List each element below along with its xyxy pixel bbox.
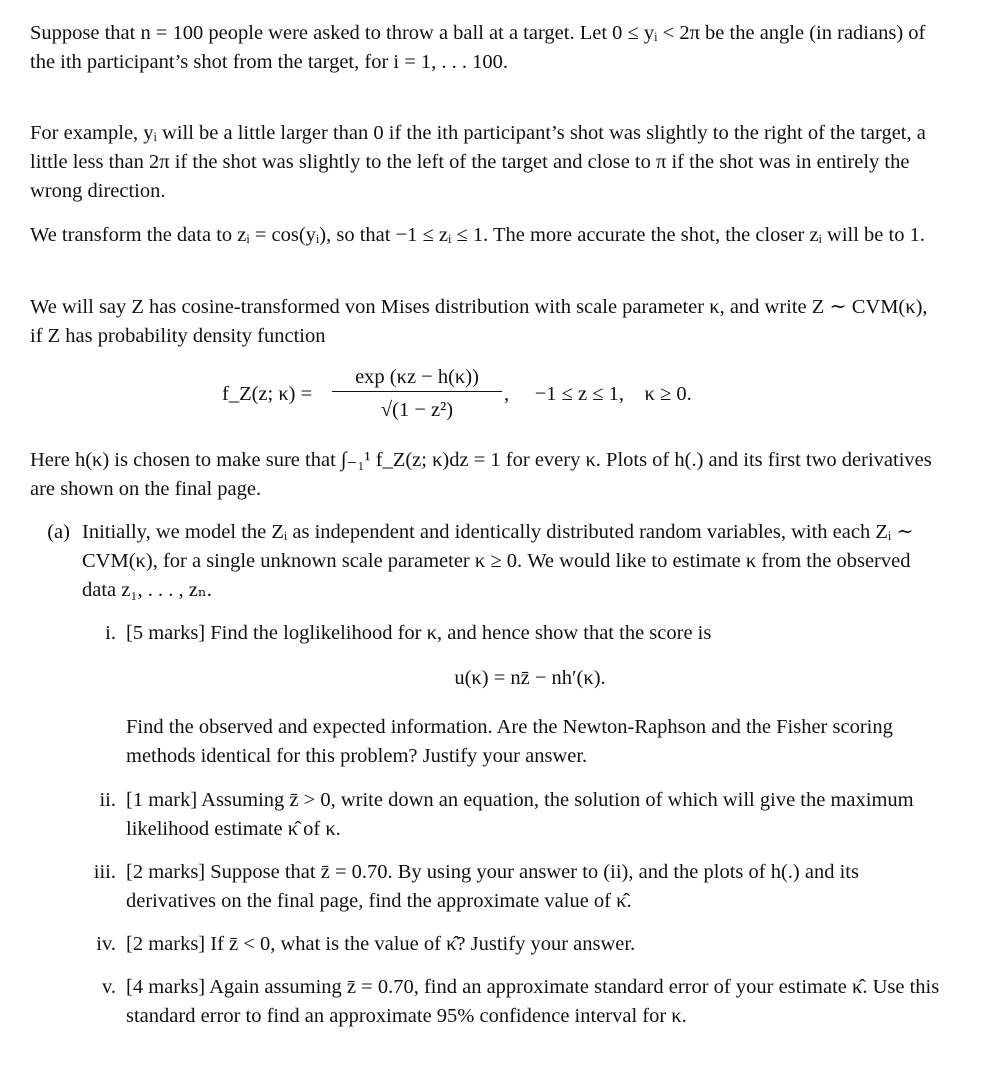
intro-paragraph-3: We transform the data to zᵢ = cos(yᵢ), so that −1 ≤ zᵢ ≤ 1. The more accurate the shot, the closer zᵢ will be to 1. bbox=[30, 224, 925, 246]
question-v-label: v. bbox=[101, 976, 116, 998]
question-ii-label: ii. bbox=[99, 789, 116, 811]
intro-paragraph-1: Suppose that n = 100 people were asked to throw a ball at a target. Let 0 ≤ yᵢ < 2π be the angle (in radians) of the ith participant’s shot from the target, for i = 1, . . . 100. bbox=[30, 22, 926, 73]
intro-paragraph-2: For example, yᵢ will be a little larger than 0 if the ith participant’s shot was slightly to the right of the target, a little less than 2π if the shot was slightly to the left of the target and close to π if the shot was in entirely the wrong direction. bbox=[30, 122, 926, 202]
question-ii-text: [1 mark] Assuming z̄ > 0, write down an equation, the solution of which will give the maximum likelihood estimate κ̂ of κ. bbox=[126, 789, 914, 840]
question-iii-label: iii. bbox=[93, 861, 116, 883]
question-iii-text: [2 marks] Suppose that z̄ = 0.70. By using your answer to (ii), and the plots of h(.) and its derivatives on the final page, find the approximate value of κ̂. bbox=[126, 861, 859, 912]
density-denominator: √(1 − z²) bbox=[380, 399, 454, 421]
density-numerator: exp (κz − h(κ)) bbox=[332, 366, 502, 392]
part-a-label: (a) bbox=[47, 521, 70, 543]
density-conditions: , −1 ≤ z ≤ 1, κ ≥ 0. bbox=[504, 383, 692, 405]
normalisation-note: Here h(κ) is chosen to make sure that ∫₋₁¹ f_Z(z; κ)dz = 1 for every κ. Plots of h(.) and its first two derivatives are shown on the final page. bbox=[30, 449, 932, 500]
question-i-label: i. bbox=[105, 622, 116, 644]
intro-paragraph-4: We will say Z has cosine-transformed von Mises distribution with scale parameter κ, and write Z ∼ CVM(κ), if Z has probability density function bbox=[30, 296, 928, 347]
question-iv-text: [2 marks] If z̄ < 0, what is the value of κ̂? Justify your answer. bbox=[126, 933, 636, 955]
score-equation: u(κ) = nz̄ − nh′(κ). bbox=[454, 667, 606, 689]
question-v bbox=[0, 973, 990, 1063]
question-iv bbox=[0, 930, 990, 960]
question-iv-label: iv. bbox=[96, 933, 116, 955]
question-v-text: [4 marks] Again assuming z̄ = 0.70, find an approximate standard error of your estimate κ̂. Use this standard error to find an approximate 95% confidence interval for κ. bbox=[126, 976, 940, 1027]
part-a bbox=[0, 518, 990, 608]
question-i-text: [5 marks] Find the loglikelihood for κ, and hence show that the score is bbox=[126, 622, 712, 644]
question-ii bbox=[0, 786, 990, 846]
question-iii bbox=[0, 858, 990, 918]
question-i-followup: Find the observed and expected information. Are the Newton-Raphson and the Fisher scoring methods identical for this problem? Justify your answer. bbox=[126, 716, 893, 767]
density-lhs: f_Z(z; κ) = bbox=[222, 383, 313, 405]
question-i bbox=[0, 619, 990, 649]
part-a-text: Initially, we model the Zᵢ as independent and identically distributed random variables, with each Zᵢ ∼ CVM(κ), for a single unknown scale parameter κ ≥ 0. We would like to estimate κ from the observed data z₁, . . . , zₙ. bbox=[82, 521, 914, 601]
